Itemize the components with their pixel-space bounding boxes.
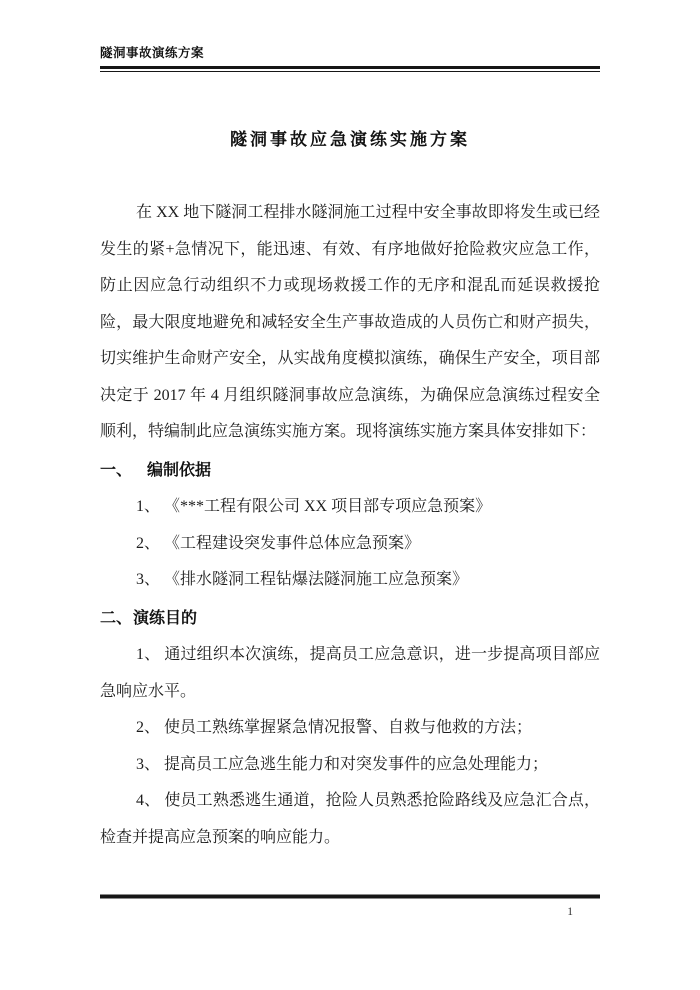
section-purpose-title: 演练目的 bbox=[133, 609, 198, 627]
basis-item-3: 3、 《排水隧洞工程钻爆法隧洞施工应急预案》 bbox=[136, 571, 469, 588]
footer-rule bbox=[100, 894, 600, 899]
section-basis bbox=[100, 453, 600, 599]
section-basis-number: 一、 bbox=[100, 461, 133, 479]
purpose-item-4: 4、 使员工熟悉逃生通道，抢险人员熟悉抢险路线及应急汇合点，检查并提高应急预案的响应能力。 bbox=[100, 792, 600, 846]
purpose-item-3: 3、 提高员工应急逃生能力和对突发事件的应急处理能力； bbox=[136, 755, 549, 773]
page-title: 隧洞事故应急演练实施方案 bbox=[230, 130, 470, 149]
purpose-item-1: 1、 通过组织本次演练，提高员工应急意识，进一步提高项目部应急响应水平。 bbox=[100, 646, 600, 700]
basis-item-2: 2、 《工程建设突发事件总体应急预案》 bbox=[136, 534, 421, 552]
intro-paragraph: 在 XX 地下隧洞工程排水隧洞施工过程中安全事故即将发生或已经发生的紧+急情况下，能迅速、有效、有序地做好抢险救灾应急工作，防止因应急行动组织不力或现场救援工作的无序和混乱而延误救援抢险，最大限度地避免和减轻安全生产事故造成的人员伤亡和财产损失，切实维护生命财产安全，从实战角度模拟演练，确保生产安全，项目部决定于 2017 年 4 月组织隧洞事故应急演练，为确保应急演练过程安全顺利，特编制此应急演练实施方案。现将演练实施方案具体安排如下： bbox=[100, 204, 600, 440]
page-number: 1 bbox=[567, 906, 573, 918]
basis-item-1: 1、 《***工程有限公司 XX 项目部专项应急预案》 bbox=[136, 498, 492, 515]
purpose-item-2: 2、 使员工熟练掌握紧急情况报警、自救与他救的方法； bbox=[136, 719, 533, 736]
section-purpose-heading bbox=[100, 601, 600, 638]
header-title: 隧洞事故演练方案 bbox=[100, 46, 205, 60]
section-basis-heading bbox=[100, 453, 600, 490]
section-basis-title: 编制依据 bbox=[147, 461, 212, 479]
header-rule bbox=[100, 66, 600, 72]
section-purpose-number: 二、 bbox=[100, 609, 133, 627]
document-header bbox=[100, 0, 600, 72]
section-purpose bbox=[100, 601, 600, 857]
